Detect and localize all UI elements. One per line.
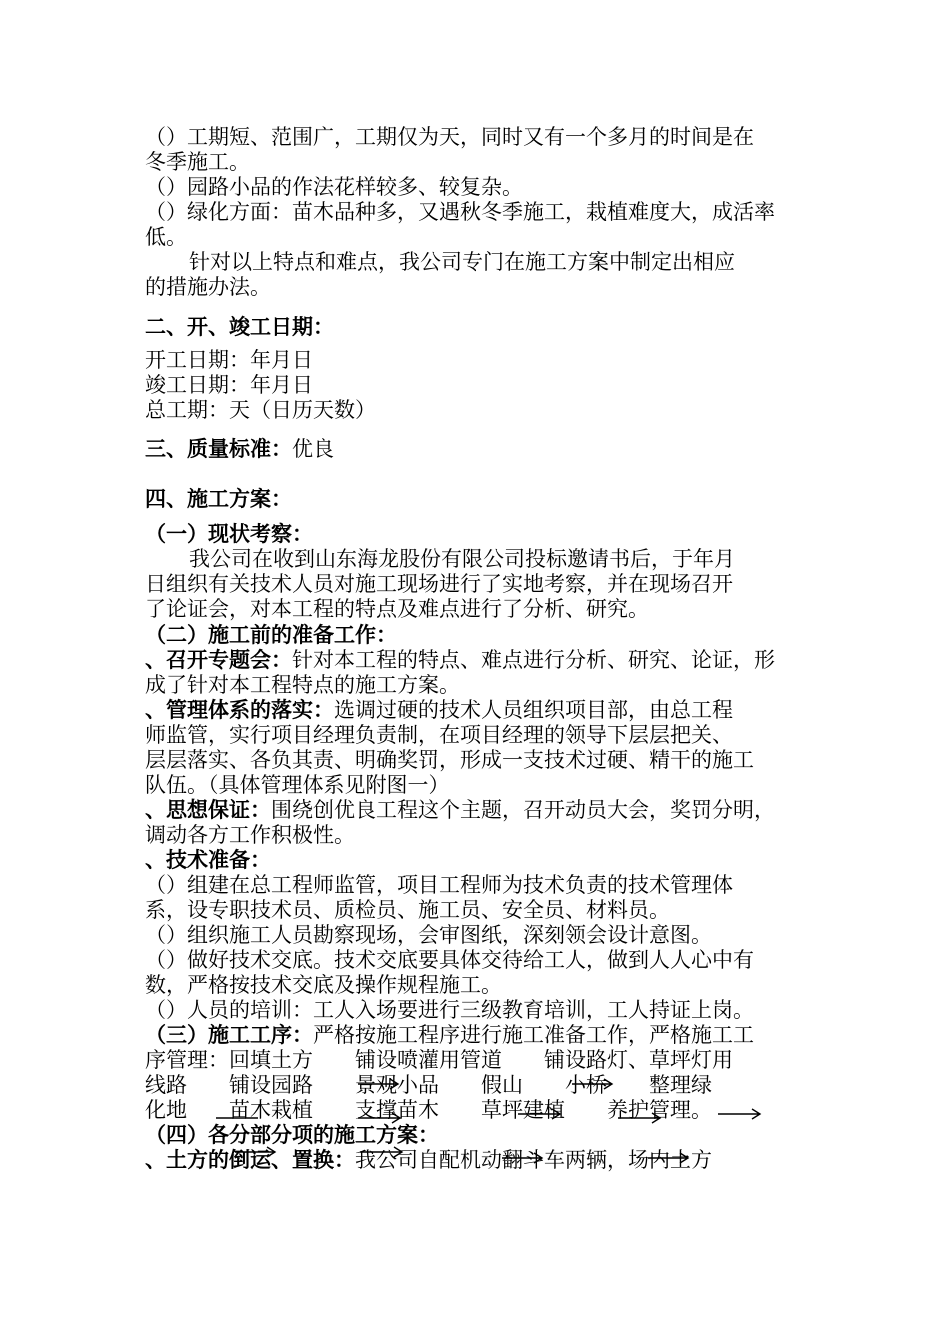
text-line: 系，设专职技术员、质检员、施工员、安全员、材料员。 [145,898,670,922]
process-line: 化地 苗木栽植 支撑苗木 草坪建植 养护管理。 [145,1098,712,1122]
text-line: 总工期：天（日历天数） [145,398,376,422]
section-heading: 二、开、竣工日期： [145,315,334,339]
paragraph-line: 、管理体系的落实：选调过硬的技术人员组织项目部，由总工程 [145,698,733,722]
quality-value: 优良 [292,437,334,461]
text-line: 低。 [145,225,187,249]
arrow-right-icon [572,1079,612,1089]
text-line: 数，严格按技术交底及操作规程施工。 [145,973,502,997]
text-line: （）组织施工人员勘察现场，会审图纸，深刻领会设计意图。 [145,923,712,947]
section-heading: 三、质量标准： [145,437,292,461]
paragraph-line: 、思想保证：围绕创优良工程这个主题，召开动员大会，奖罚分明， [145,798,775,822]
item-label: 、管理体系的落实： [145,698,334,722]
text-line: 层层落实、各负其责、明确奖罚，形成一支技术过硬、精干的施工 [145,748,754,772]
text-line: 了论证会，对本工程的特点及难点进行了分析、研究。 [145,597,649,621]
arrow-right-icon [518,1109,560,1119]
paragraph-line: （三）施工工序：严格按施工程序进行施工准备工作，严格施工工 [145,1023,754,1047]
subsection-heading: （三）施工工序： [145,1023,313,1047]
text-line: 开工日期：年月日 [145,348,313,372]
text-line: 日组织有关技术人员对施工现场进行了实地考察，并在现场召开 [145,572,733,596]
arrow-right-icon [235,1147,275,1157]
item-label: 、召开专题会： [145,648,292,672]
arrow-right-icon [358,1079,398,1089]
arrow-right-icon [360,1147,402,1157]
text-line: （）绿化方面：苗木品种多，又遇秋冬季施工，栽植难度大，成活率 [145,200,775,224]
text-line: 针对以上特点和难点，我公司专门在施工方案中制定出相应 [189,250,735,274]
arrow-right-icon [648,1153,688,1163]
item-label: 、技术准备： [145,848,271,872]
text-line: （）做好技术交底。技术交底要具体交待给工人，做到人人心中有 [145,948,754,972]
text-line: （）组建在总工程师监管，项目工程师为技术负责的技术管理体 [145,873,733,897]
item-label: 、思想保证： [145,798,271,822]
process-line: 线路 铺设园路 景观小品 假山 小桥 整理绿 [145,1073,712,1097]
text-line: 调动各方工作积极性。 [145,823,355,847]
arrow-right-icon [618,1113,660,1123]
paragraph-line: 、召开专题会：针对本工程的特点、难点进行分析、研究、论证，形 [145,648,775,672]
arrow-right-icon [358,1113,400,1123]
text-line: （）工期短、范围广，工期仅为天，同时又有一个多月的时间是在 [145,125,754,149]
text-line: 队伍。（具体管理体系见附图一） [145,773,450,797]
section-heading: 四、施工方案： [145,487,292,511]
text-line: 师监管，实行项目经理负责制，在项目经理的领导下层层把关、 [145,723,733,747]
arrow-right-icon [502,1153,542,1163]
text-line: 冬季施工。 [145,150,250,174]
paragraph-line: 、土方的倒运、置换：我公司自配机动翻斗车两辆，场内土方 [145,1148,712,1172]
arrow-right-icon [718,1109,760,1119]
text-line: 的措施办法。 [145,275,271,299]
item-label: 、土方的倒运、置换： [145,1148,355,1172]
subsection-heading: （四）各分部分项的施工方案： [145,1123,439,1147]
text-line: （）园路小品的作法花样较多、较复杂。 [145,175,523,199]
text-line: 我公司在收到山东海龙股份有限公司投标邀请书后，于年月 [189,547,735,571]
text-line: （）人员的培训：工人入场要进行三级教育培训，工人持证上岗。 [145,998,754,1022]
text-line: 成了针对本工程特点的施工方案。 [145,673,460,697]
subsection-heading: （二）施工前的准备工作： [145,623,397,647]
subsection-heading: （一）现状考察： [145,522,313,546]
text-line: 竣工日期：年月日 [145,373,313,397]
process-line: 序管理：回填土方 铺设喷灌用管道 铺设路灯、草坪灯用 [145,1048,733,1072]
